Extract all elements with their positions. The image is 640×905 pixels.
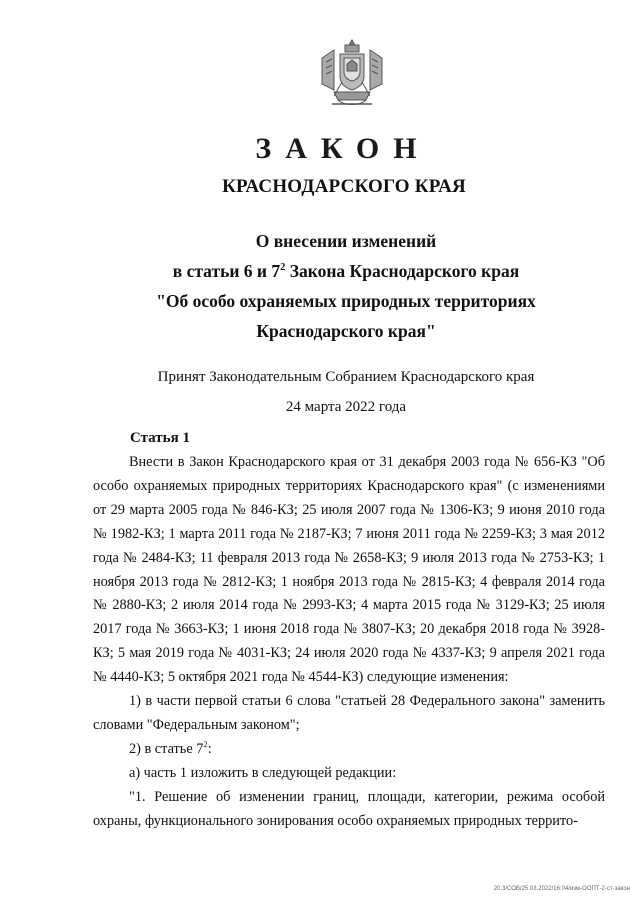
- superscript: 2: [280, 262, 286, 274]
- paragraph-text: :: [207, 740, 212, 757]
- adoption-note: [0, 362, 640, 422]
- adoption-date: 24 марта 2022 года: [285, 399, 407, 415]
- paragraph: [93, 738, 605, 762]
- heading-line: О внесении изменений: [255, 231, 437, 251]
- heading-line: Краснодарского края": [256, 321, 436, 341]
- heading-text: в статьи 6 и 7: [172, 261, 281, 281]
- superscript: 2: [203, 739, 208, 750]
- paragraph: а) часть 1 изложить в следующей редакции:: [129, 764, 397, 781]
- article-title: Статья 1: [130, 430, 190, 446]
- paragraph-text: 2) в статье 7: [129, 740, 204, 757]
- heading-line: [52, 256, 640, 286]
- paragraph: 1) в части первой статьи 6 слова "статьей 28 Федерального закона" заменить словами "Федеральным законом";: [93, 693, 605, 733]
- heading-line: "Об особо охраняемых природных территориях: [156, 291, 536, 311]
- coat-of-arms-emblem: [318, 38, 386, 112]
- document-code: 20.3/СОВ/25.03.2022/16:04/изм-ООПТ-2-ст-закон: [493, 886, 630, 892]
- law-title: ЗАКОН: [255, 132, 431, 165]
- article-body: [93, 451, 605, 834]
- heading-text: Закона Краснодарского края: [285, 261, 520, 281]
- region-title: КРАСНОДАРСКОГО КРАЯ: [222, 176, 466, 197]
- law-heading: [0, 226, 640, 346]
- paragraph: Внести в Закон Краснодарского края от 31 декабря 2003 года № 656-КЗ "Об особо охраняемых природных территориях Краснодарского края" (с изменениями от 29 марта 2005 года № 846-КЗ; 25 июля 2007 года № 1306-КЗ; 9 июня 2010 года № 1982-КЗ; 1 марта 2011 года № 2187-КЗ; 7 июня 2011 года № 2259-КЗ; 3 мая 2012 года № 2484-КЗ; 11 февраля 2013 года № 2658-КЗ; 9 июля 2013 года № 2753-КЗ; 1 ноября 2013 года № 2812-КЗ; 1 ноября 2013 года № 2815-КЗ; 4 февраля 2014 года № 2880-КЗ; 2 июля 2014 года № 2993-КЗ; 4 марта 2015 года № 3129-КЗ; 25 июля 2017 года № 3663-КЗ; 1 июня 2018 года № 3807-КЗ; 20 декабря 2018 года № 3928-КЗ; 5 мая 2019 года № 4031-КЗ; 24 июля 2020 года № 4337-КЗ; 9 апреля 2021 года № 4440-КЗ; 5 октября 2021 года № 4544-КЗ) следующие изменения:: [93, 454, 605, 686]
- paragraph: "1. Решение об изменении границ, площади, категории, режима особой охраны, функционального зонирования особо охраняемых природных террито-: [93, 788, 605, 829]
- adoption-line: Принят Законодательным Собранием Краснодарского края: [157, 369, 535, 385]
